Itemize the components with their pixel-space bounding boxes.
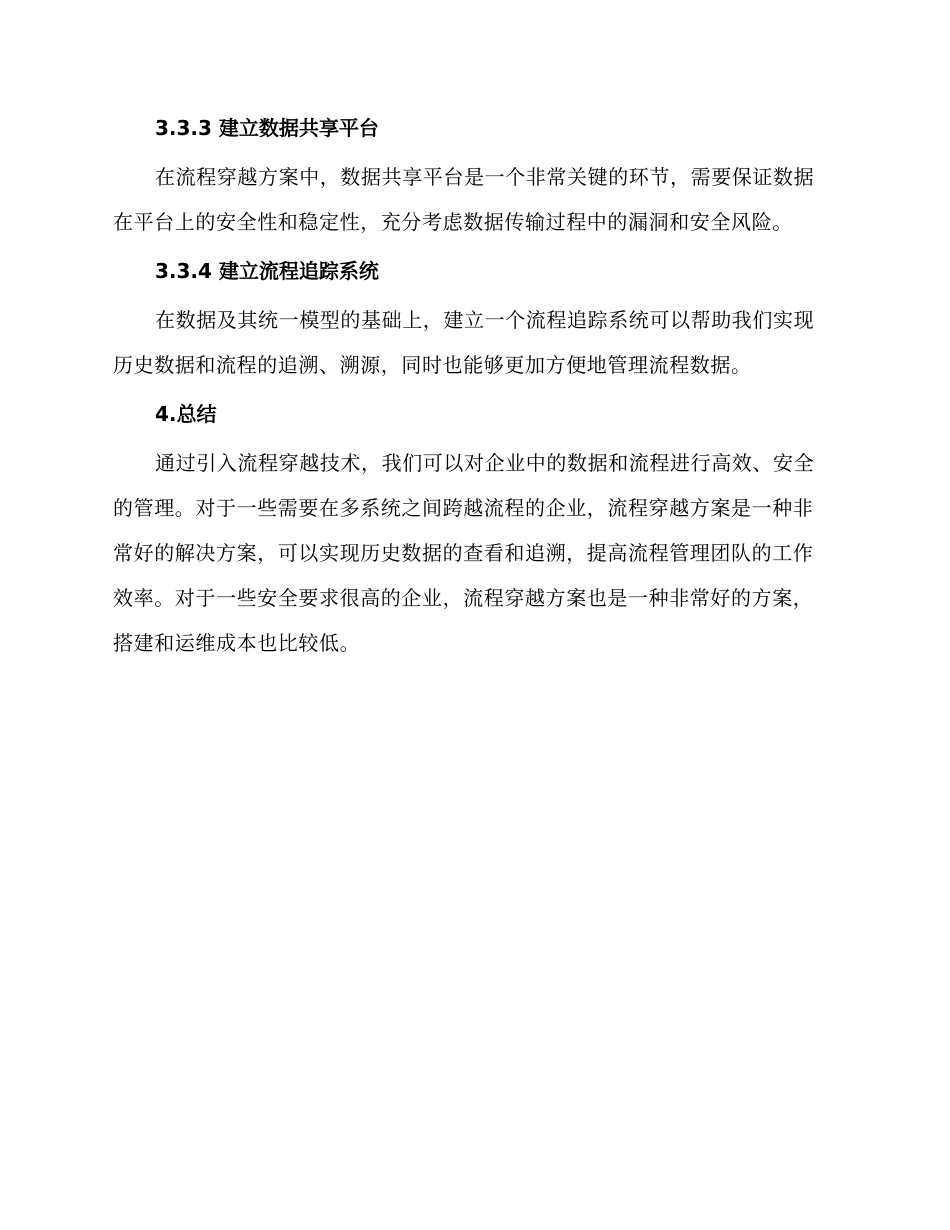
section-paragraph-process-tracking-system: 在数据及其统一模型的基础上，建立一个流程追踪系统可以帮助我们实现历史数据和流程的追溯、溯源，同时也能够更加方便地管理流程数据。: [113, 308, 815, 377]
section-heading-summary: 4.总结: [155, 402, 217, 426]
section-heading-process-tracking-system: 3.3.4 建立流程追踪系统: [155, 259, 379, 283]
section-heading-data-sharing-platform: 3.3.3 建立数据共享平台: [155, 116, 379, 140]
section-paragraph-data-sharing-platform: 在流程穿越方案中，数据共享平台是一个非常关键的环节，需要保证数据在平台上的安全性和稳定性，充分考虑数据传输过程中的漏洞和安全风险。: [113, 165, 815, 234]
section-paragraph-summary: 通过引入流程穿越技术，我们可以对企业中的数据和流程进行高效、安全的管理。对于一些需要在多系统之间跨越流程的企业，流程穿越方案是一种非常好的解决方案，可以实现历史数据的查看和追溯，提高流程管理团队的工作效率。对于一些安全要求很高的企业，流程穿越方案也是一种非常好的方案，搭建和运维成本也比较低。: [113, 451, 815, 655]
document-body: [113, 110, 833, 674]
